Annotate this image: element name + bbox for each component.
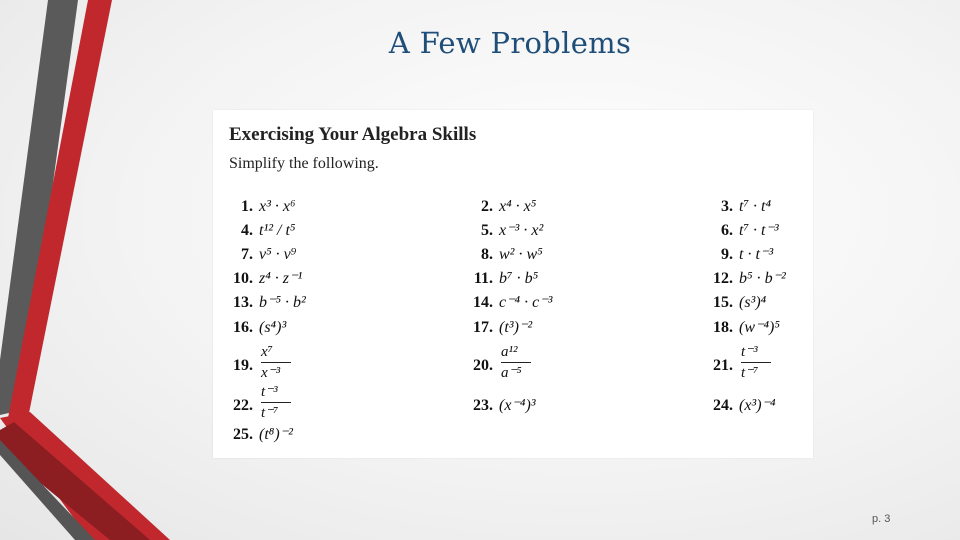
problem-item: 2. x⁴ · x⁵ [481,198,537,215]
page-number: p. 3 [872,513,891,525]
problem-item: 23. (x⁻⁴)³ [473,397,536,414]
problem-item: 24. (x³)⁻⁴ [713,397,776,414]
problem-fraction: t⁻³ t⁻⁷ [741,343,771,382]
problem-number: 19. [233,357,253,374]
problem-item: 6. t⁷ · t⁻³ [721,222,779,239]
problem-item: 16. (s⁴)³ [233,319,287,336]
problem-item: 8. w² · w⁵ [481,246,543,263]
problem-item: 11. b⁷ · b⁵ [473,270,539,287]
problem-item: 10. z⁴ · z⁻¹ [233,270,303,287]
problem-item: 15. (s³)⁴ [713,294,767,311]
problem-fraction: t⁻³ t⁻⁷ [261,383,291,422]
problem-item: 13. b⁻⁵ · b² [233,294,306,311]
problem-item: 5. x⁻³ · x² [481,222,544,239]
problem-item: 4. t¹² / t⁵ [241,222,296,239]
exercise-image [213,110,813,458]
problem-number: 20. [473,357,493,374]
problem-item: 14. c⁻⁴ · c⁻³ [473,294,553,311]
problem-number: 21. [713,357,733,374]
exercise-heading: Exercising Your Algebra Skills [229,124,477,145]
problem-item: 3. t⁷ · t⁴ [721,198,772,215]
problem-item: 18. (w⁻⁴)⁵ [713,319,780,336]
problem-item: 17. (t³)⁻² [473,319,533,336]
slide-title: A Few Problems [388,26,632,60]
problem-fraction: a¹² a⁻⁵ [501,343,531,382]
problem-fraction: x⁷ x⁻³ [261,343,291,382]
problem-item: 7. v⁵ · v⁹ [241,246,297,263]
problem-item: 25. (t⁸)⁻² [233,426,293,443]
problem-number: 22. [233,397,253,414]
exercise-instruction: Simplify the following. [229,155,379,172]
problem-item: 12. b⁵ · b⁻² [713,270,786,287]
problem-item: 9. t · t⁻³ [721,246,774,263]
problem-item: 1. x³ · x⁶ [241,198,296,215]
